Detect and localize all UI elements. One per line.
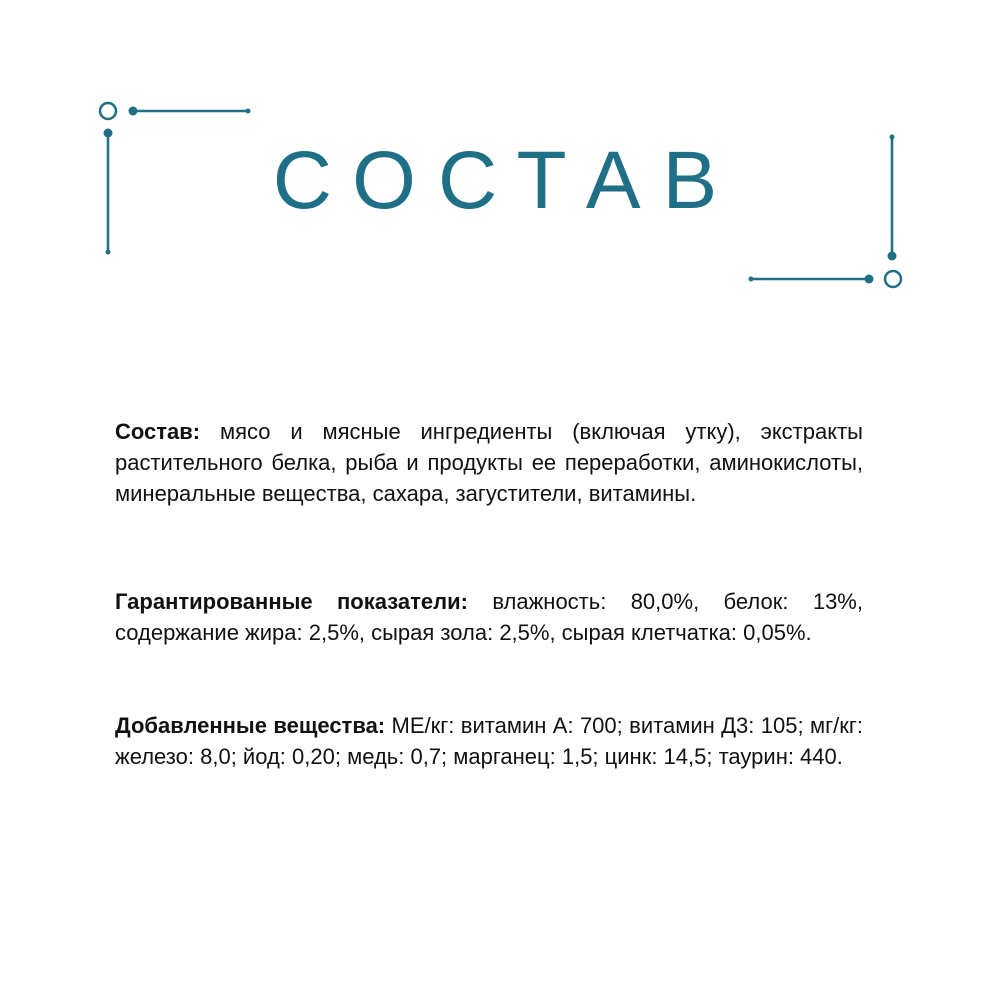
additives-paragraph <box>115 710 863 772</box>
guaranteed-analysis-text: влажность: 80,0%, белок: 13%, содержание жира: 2,5%, сырая зола: 2,5%, сырая клетчатка: 0,05%. <box>115 589 863 645</box>
additives-label: Добавленные вещества: <box>115 713 386 738</box>
composition-paragraph <box>115 416 863 509</box>
additives-text: МЕ/кг: витамин А: 700; витамин Д3: 105; мг/кг: железо: 8,0; йод: 0,20; медь: 0,7; марганец: 1,5; цинк: 14,5; таурин: 440. <box>115 713 863 769</box>
composition-text: мясо и мясные ингредиенты (включая утку), экстракты растительного белка, рыба и продукты ее переработки, аминокислоты, минеральные вещества, сахара, загустители, витамины. <box>115 419 863 506</box>
page-title: СОСТАВ <box>272 135 740 226</box>
guaranteed-analysis-paragraph <box>115 586 863 648</box>
guaranteed-analysis-label: Гарантированные показатели: <box>115 589 468 614</box>
corner-ring-icon <box>100 103 116 119</box>
composition-label: Состав: <box>115 419 201 444</box>
corner-ring-icon <box>885 271 901 287</box>
